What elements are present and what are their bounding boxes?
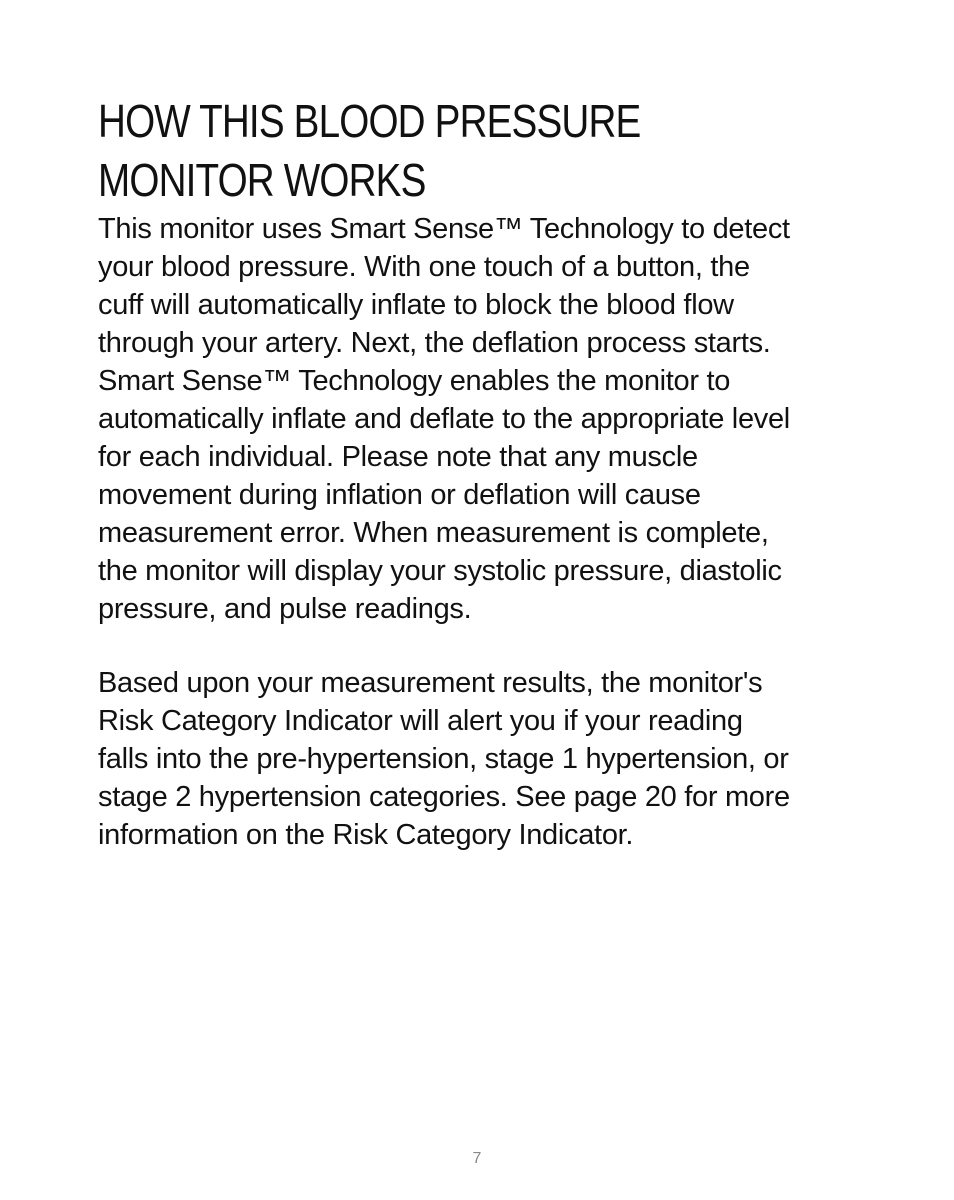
page-title bbox=[98, 92, 736, 210]
text-line: cuff will automatically inflate to block the blood flow bbox=[98, 289, 734, 321]
text-line: falls into the pre-hypertension, stage 1 hypertension, or bbox=[98, 743, 789, 775]
text-line: automatically inflate and deflate to the appropriate level bbox=[98, 403, 790, 435]
text-line: your blood pressure. With one touch of a button, the bbox=[98, 251, 750, 283]
document-page bbox=[98, 92, 898, 854]
text-line: stage 2 hypertension categories. See page 20 for more bbox=[98, 781, 790, 813]
text-line: movement during inflation or deflation will cause bbox=[98, 479, 701, 511]
paragraph-how-it-works bbox=[98, 210, 898, 628]
text-line: through your artery. Next, the deflation process starts. bbox=[98, 327, 771, 359]
text-line: measurement error. When measurement is complete, bbox=[98, 517, 769, 549]
text-line: pressure, and pulse readings. bbox=[98, 593, 472, 625]
paragraph-risk-category bbox=[98, 664, 898, 854]
text-line: the monitor will display your systolic pressure, diastolic bbox=[98, 555, 782, 587]
text-line: information on the Risk Category Indicator. bbox=[98, 819, 634, 851]
text-line: Based upon your measurement results, the monitor's bbox=[98, 667, 763, 699]
text-line: for each individual. Please note that any muscle bbox=[98, 441, 698, 473]
title-line: MONITOR WORKS bbox=[98, 154, 426, 206]
text-line: Smart Sense™ Technology enables the monitor to bbox=[98, 365, 731, 397]
text-line: Risk Category Indicator will alert you if your reading bbox=[98, 705, 743, 737]
page-number: 7 bbox=[472, 1150, 482, 1167]
text-line: This monitor uses Smart Sense™ Technology to detect bbox=[98, 213, 790, 245]
title-line: HOW THIS BLOOD PRESSURE bbox=[98, 95, 641, 147]
